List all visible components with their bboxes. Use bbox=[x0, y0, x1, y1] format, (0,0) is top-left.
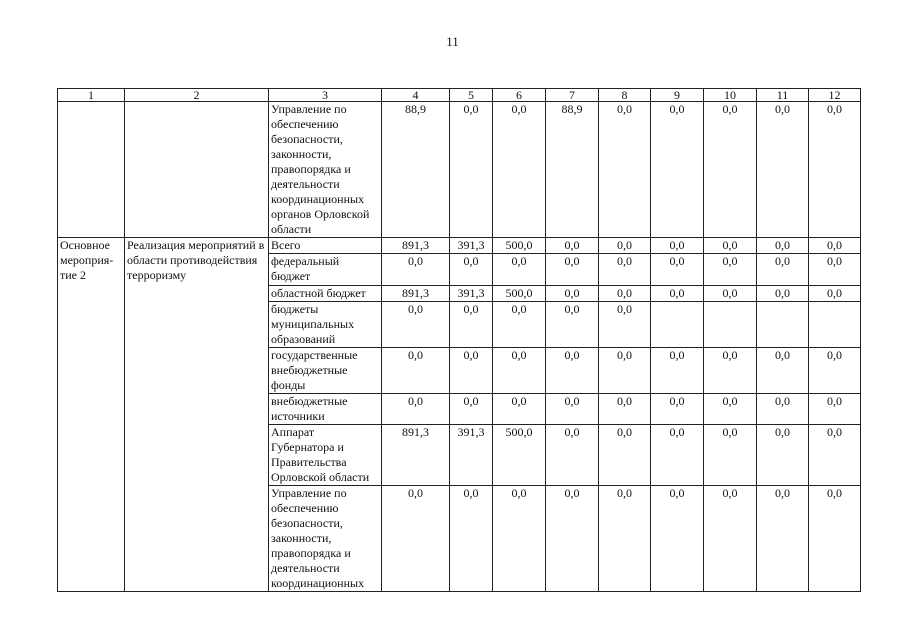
row-label: Аппарат Губернатора и Правительства Орловской области bbox=[269, 425, 382, 486]
value-cell: 0,0 bbox=[757, 254, 809, 286]
measure-description: Реализация мероприятий в области противодействия терроризму bbox=[125, 238, 269, 592]
value-cell: 500,0 bbox=[493, 286, 546, 302]
value-cell: 0,0 bbox=[809, 348, 861, 394]
column-header: 4 bbox=[382, 89, 450, 102]
value-cell: 0,0 bbox=[809, 102, 861, 238]
value-cell: 0,0 bbox=[651, 486, 704, 592]
value-cell: 0,0 bbox=[450, 254, 493, 286]
value-cell: 0,0 bbox=[382, 348, 450, 394]
value-cell: 0,0 bbox=[450, 302, 493, 348]
value-cell: 0,0 bbox=[757, 238, 809, 254]
empty-cell bbox=[125, 102, 269, 238]
value-cell: 0,0 bbox=[382, 254, 450, 286]
value-cell: 0,0 bbox=[599, 102, 651, 238]
row-label: Управление по обеспечению безопасности, законности, правопорядка и деятельности координационных органов Орловской области bbox=[269, 102, 382, 238]
value-cell: 391,3 bbox=[450, 238, 493, 254]
value-cell: 0,0 bbox=[704, 102, 757, 238]
value-cell: 0,0 bbox=[599, 486, 651, 592]
value-cell bbox=[757, 302, 809, 348]
value-cell: 0,0 bbox=[704, 394, 757, 425]
table-row bbox=[58, 102, 861, 238]
row-label: бюджеты муниципальных образований bbox=[269, 302, 382, 348]
value-cell: 0,0 bbox=[651, 348, 704, 394]
column-header: 9 bbox=[651, 89, 704, 102]
value-cell: 0,0 bbox=[599, 286, 651, 302]
value-cell: 0,0 bbox=[757, 394, 809, 425]
value-cell: 0,0 bbox=[651, 394, 704, 425]
value-cell: 0,0 bbox=[382, 486, 450, 592]
value-cell: 0,0 bbox=[809, 394, 861, 425]
value-cell: 0,0 bbox=[651, 102, 704, 238]
value-cell: 0,0 bbox=[757, 102, 809, 238]
value-cell: 0,0 bbox=[493, 348, 546, 394]
column-header: 10 bbox=[704, 89, 757, 102]
value-cell: 0,0 bbox=[450, 348, 493, 394]
value-cell: 0,0 bbox=[493, 254, 546, 286]
value-cell: 0,0 bbox=[757, 425, 809, 486]
value-cell: 0,0 bbox=[599, 302, 651, 348]
column-header: 8 bbox=[599, 89, 651, 102]
row-label: государственные внебюджетные фонды bbox=[269, 348, 382, 394]
value-cell: 391,3 bbox=[450, 286, 493, 302]
row-label: Всего bbox=[269, 238, 382, 254]
value-cell: 0,0 bbox=[704, 425, 757, 486]
table-row bbox=[58, 238, 861, 254]
value-cell: 0,0 bbox=[546, 286, 599, 302]
value-cell bbox=[704, 302, 757, 348]
value-cell: 0,0 bbox=[809, 425, 861, 486]
value-cell: 0,0 bbox=[546, 394, 599, 425]
value-cell: 0,0 bbox=[546, 486, 599, 592]
value-cell: 0,0 bbox=[493, 302, 546, 348]
value-cell bbox=[651, 302, 704, 348]
value-cell bbox=[809, 302, 861, 348]
value-cell: 0,0 bbox=[651, 238, 704, 254]
value-cell: 0,0 bbox=[704, 238, 757, 254]
value-cell: 0,0 bbox=[704, 486, 757, 592]
column-header: 11 bbox=[757, 89, 809, 102]
row-label: внебюджетные источники bbox=[269, 394, 382, 425]
measure-name: Основное мероприя-тие 2 bbox=[58, 238, 125, 592]
value-cell: 0,0 bbox=[546, 425, 599, 486]
value-cell: 0,0 bbox=[651, 425, 704, 486]
value-cell: 891,3 bbox=[382, 425, 450, 486]
value-cell: 500,0 bbox=[493, 425, 546, 486]
value-cell: 0,0 bbox=[493, 102, 546, 238]
value-cell: 0,0 bbox=[546, 254, 599, 286]
value-cell: 0,0 bbox=[599, 254, 651, 286]
value-cell: 0,0 bbox=[809, 238, 861, 254]
column-header: 1 bbox=[58, 89, 125, 102]
value-cell: 0,0 bbox=[599, 425, 651, 486]
column-header: 3 bbox=[269, 89, 382, 102]
value-cell: 0,0 bbox=[546, 238, 599, 254]
value-cell: 0,0 bbox=[493, 486, 546, 592]
value-cell: 88,9 bbox=[546, 102, 599, 238]
value-cell: 0,0 bbox=[382, 302, 450, 348]
value-cell: 0,0 bbox=[599, 238, 651, 254]
value-cell: 0,0 bbox=[757, 286, 809, 302]
page-number: 11 bbox=[446, 34, 459, 49]
header-row bbox=[58, 89, 861, 102]
value-cell: 0,0 bbox=[809, 254, 861, 286]
value-cell: 0,0 bbox=[651, 254, 704, 286]
row-label: Управление по обеспечению безопасности, законности, правопорядка и деятельности координационных bbox=[269, 486, 382, 592]
value-cell: 891,3 bbox=[382, 286, 450, 302]
column-header: 2 bbox=[125, 89, 269, 102]
budget-table bbox=[57, 88, 861, 592]
value-cell: 0,0 bbox=[704, 286, 757, 302]
value-cell: 0,0 bbox=[704, 348, 757, 394]
value-cell: 500,0 bbox=[493, 238, 546, 254]
value-cell: 0,0 bbox=[599, 394, 651, 425]
value-cell: 0,0 bbox=[704, 254, 757, 286]
value-cell: 0,0 bbox=[450, 394, 493, 425]
value-cell: 391,3 bbox=[450, 425, 493, 486]
value-cell: 0,0 bbox=[757, 348, 809, 394]
column-header: 12 bbox=[809, 89, 861, 102]
row-label: областной бюджет bbox=[269, 286, 382, 302]
value-cell: 0,0 bbox=[382, 394, 450, 425]
value-cell: 0,0 bbox=[546, 348, 599, 394]
value-cell: 891,3 bbox=[382, 238, 450, 254]
empty-cell bbox=[58, 102, 125, 238]
column-header: 5 bbox=[450, 89, 493, 102]
column-header: 7 bbox=[546, 89, 599, 102]
value-cell: 0,0 bbox=[450, 102, 493, 238]
value-cell: 0,0 bbox=[757, 486, 809, 592]
value-cell: 0,0 bbox=[809, 286, 861, 302]
value-cell: 0,0 bbox=[651, 286, 704, 302]
value-cell: 0,0 bbox=[450, 486, 493, 592]
value-cell: 0,0 bbox=[809, 486, 861, 592]
row-label: федеральный бюджет bbox=[269, 254, 382, 286]
value-cell: 0,0 bbox=[546, 302, 599, 348]
value-cell: 88,9 bbox=[382, 102, 450, 238]
value-cell: 0,0 bbox=[493, 394, 546, 425]
column-header: 6 bbox=[493, 89, 546, 102]
value-cell: 0,0 bbox=[599, 348, 651, 394]
